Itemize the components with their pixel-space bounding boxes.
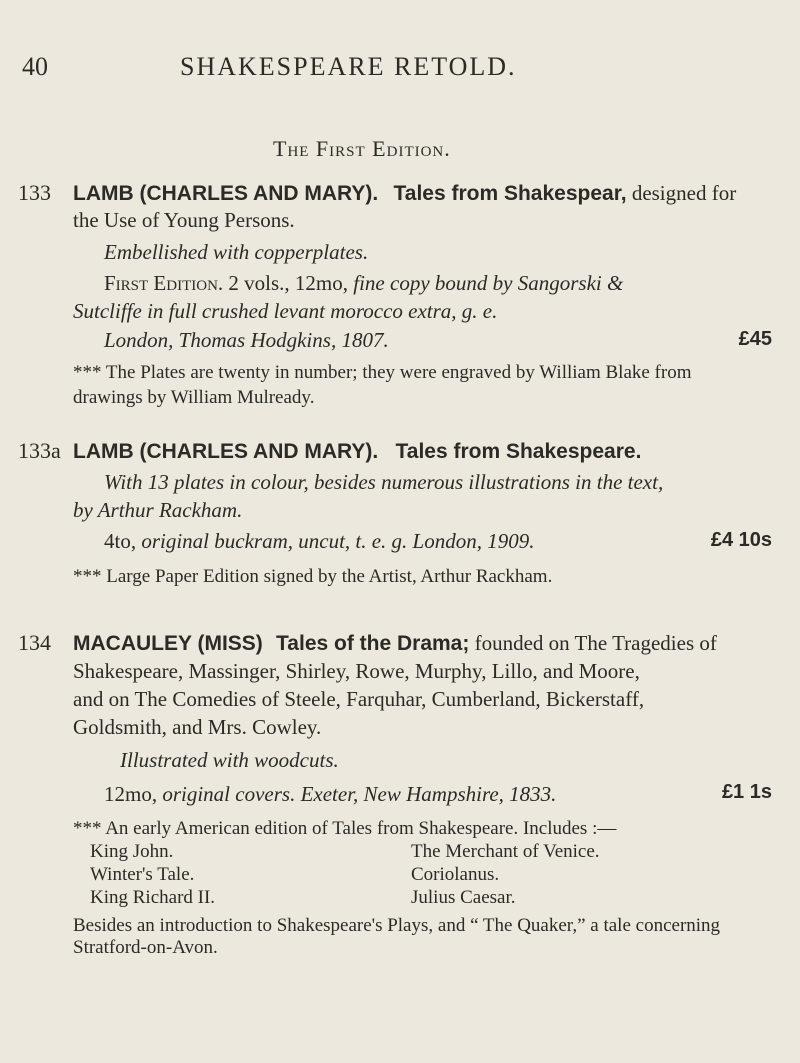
- lot-title: Tales of the Drama;: [276, 632, 470, 655]
- play-title: Julius Caesar.: [411, 887, 516, 908]
- lot-author: LAMB (CHARLES AND MARY).: [73, 182, 379, 205]
- play-title: Winter's Tale.: [90, 864, 195, 885]
- lot-author: MACAULEY (MISS): [73, 632, 263, 655]
- running-title: SHAKESPEARE RETOLD.: [180, 52, 517, 81]
- lot-title: Tales from Shakespear,: [393, 182, 627, 205]
- lot-subtitle: Embellished with copperplates.: [104, 240, 369, 264]
- lot-title-rest: founded on The Tragedies of: [469, 631, 717, 655]
- lot-number: 133a: [18, 438, 61, 463]
- format-size: 4to,: [104, 529, 142, 553]
- edition-format: 2 vols., 12mo,: [223, 271, 354, 295]
- lot-author: LAMB (CHARLES AND MARY).: [73, 440, 379, 463]
- edition-label: First Edition.: [104, 271, 224, 295]
- page-header: [0, 52, 800, 92]
- format-size: 12mo,: [104, 782, 163, 806]
- lot-description-cont: by Arthur Rackham.: [73, 498, 243, 522]
- lot-description: With 13 plates in colour, besides numerous illustrations in the text,: [104, 470, 664, 494]
- lot-format: [104, 528, 535, 554]
- lot-line: Goldsmith, and Mrs. Cowley.: [73, 715, 322, 739]
- play-title: King Richard II.: [90, 887, 216, 908]
- lot-format: [104, 781, 556, 807]
- edition-binding: fine copy bound by Sangorski &: [353, 271, 624, 295]
- lot-heading: [73, 630, 717, 657]
- page-number: 40: [22, 52, 48, 81]
- lot-heading: [73, 438, 641, 465]
- lot-edition: [104, 270, 623, 296]
- section-title: The First Edition.: [273, 136, 451, 161]
- lot-price: £45: [738, 328, 772, 350]
- lot-note-cont: Stratford-on-Avon.: [73, 937, 218, 958]
- lot-line: and on The Comedies of Steele, Farquhar, Cumberland, Bickerstaff,: [73, 687, 645, 711]
- format-binding: original buckram, uncut, t. e. g. London, 1909.: [141, 529, 535, 553]
- lot-note: *** Large Paper Edition signed by the Artist, Arthur Rackham.: [73, 566, 553, 587]
- lot-illustration-note: Illustrated with woodcuts.: [120, 748, 339, 772]
- lot-note: *** An early American edition of Tales from Shakespeare. Includes :—: [73, 818, 617, 839]
- lot-note: *** The Plates are twenty in number; they were engraved by William Blake from: [73, 362, 692, 383]
- lot-price: £1 1s: [721, 781, 772, 803]
- lot-line: the Use of Young Persons.: [73, 208, 295, 232]
- lot-number: 133: [18, 180, 51, 205]
- play-title: Coriolanus.: [411, 864, 500, 885]
- play-title: King John.: [90, 841, 174, 862]
- lot-line: Shakespeare, Massinger, Shirley, Rowe, Murphy, Lillo, and Moore,: [73, 659, 640, 683]
- lot-note: Besides an introduction to Shakespeare's Plays, and “ The Quaker,” a tale concerning: [73, 915, 721, 936]
- play-title: The Merchant of Venice.: [411, 841, 600, 862]
- lot-title: Tales from Shakespeare.: [395, 440, 642, 463]
- lot-imprint: London, Thomas Hodgkins, 1807.: [104, 328, 389, 352]
- lot-note-cont: drawings by William Mulready.: [73, 387, 315, 408]
- lot-price: £4 10s: [710, 529, 772, 551]
- edition-binding-cont: Sutcliffe in full crushed levant morocco extra, g. e.: [73, 299, 498, 323]
- lot-heading: [73, 180, 736, 207]
- format-binding: original covers. Exeter, New Hampshire, 1833.: [162, 782, 557, 806]
- lot-number: 134: [18, 630, 51, 655]
- lot-title-rest: designed for: [626, 181, 737, 205]
